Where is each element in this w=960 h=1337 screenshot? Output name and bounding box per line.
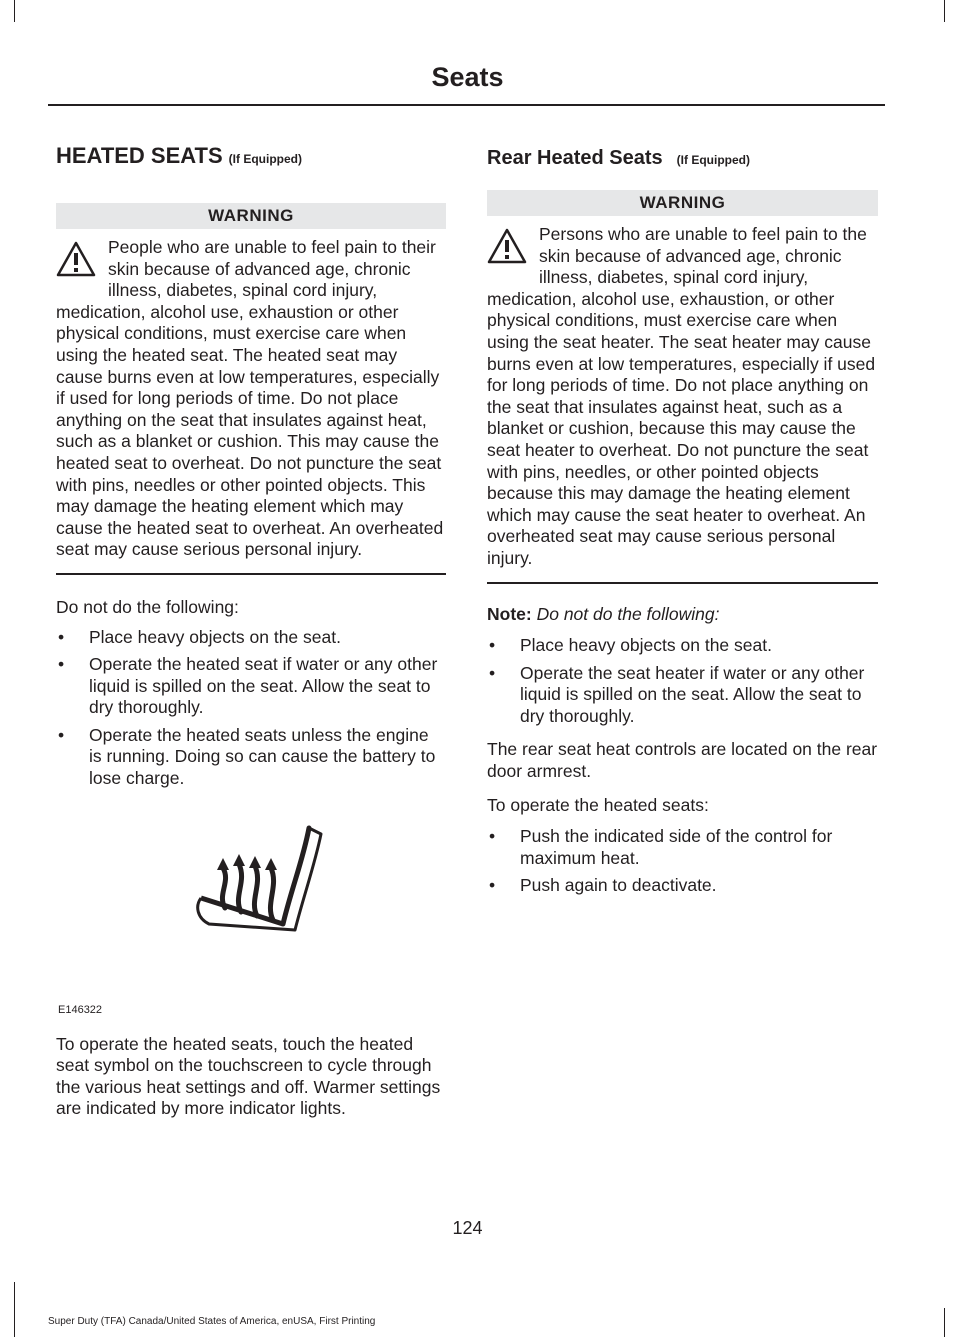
bullet-glyph: • xyxy=(58,724,65,745)
list-item: • Operate the seat heater if water or any other liquid is spilled on the seat. Allow the seat to dry thoroughly. xyxy=(489,662,865,726)
crop-mark xyxy=(944,1308,945,1337)
warning-box xyxy=(487,224,878,570)
warning-triangle-icon xyxy=(487,228,527,264)
intro-text: Do not do the following: xyxy=(56,596,239,617)
list-item: • Operate the heated seats unless the engine is running. Doing so can cause the battery to lose charge. xyxy=(58,724,436,789)
section-title-text: Rear Heated Seats xyxy=(487,147,663,169)
list-item: • Push again to deactivate. xyxy=(489,875,717,896)
section-title-text: HEATED SEATS xyxy=(56,143,223,168)
header-divider xyxy=(48,104,885,106)
location-text: The rear seat heat controls are located on the rear door armrest. xyxy=(487,739,878,782)
warning-triangle-icon xyxy=(56,241,96,277)
note-text: Do not do the following: xyxy=(536,603,720,624)
bullet-glyph: • xyxy=(489,826,496,847)
warning-header: WARNING xyxy=(56,203,446,229)
heated-seat-figure xyxy=(56,820,446,1016)
bullet-glyph: • xyxy=(489,662,496,683)
operate-text: To operate the heated seats, touch the heated seat symbol on the touchscreen to cycle through the various heat settings and off. Warmer settings are indicated by more indicator lights. xyxy=(56,1033,441,1119)
figure-label: E146322 xyxy=(58,1003,103,1016)
if-equipped-label: (If Equipped) xyxy=(228,152,302,166)
warning-box xyxy=(56,237,446,561)
operate-intro: To operate the heated seats: xyxy=(487,794,709,815)
section-title xyxy=(487,142,878,176)
dont-list xyxy=(56,627,446,790)
crop-mark xyxy=(944,0,945,22)
warning-text: Persons who are unable to feel pain to the skin because of advanced age, chronic illness, diabetes, spinal cord injury, medication, alcohol use, exhaustion, or other physical conditions, must exercise care when using the seat heater. The seat heater may cause burns even at low temperatures, especially if used for long periods of time. Do not place anything on the seat that insulates against heat, such as a blanket or cushion, because this may cause the seat heater to overheat. Do not puncture the seat with pins, needles, or other pointed objects because this may damage the heating element which may cause the seat heater to overheat. An overheated seat may cause serious personal injury. xyxy=(487,224,876,568)
crop-mark xyxy=(14,0,15,22)
right-column xyxy=(487,140,878,903)
list-item: • Place heavy objects on the seat. xyxy=(489,635,772,656)
bullet-glyph: • xyxy=(489,635,496,656)
warning-header: WARNING xyxy=(487,190,878,216)
page-header-title: Seats xyxy=(431,62,504,92)
crop-mark xyxy=(14,1282,15,1337)
heated-seat-icon xyxy=(191,820,331,950)
left-column xyxy=(56,140,446,1120)
list-item: • Push the indicated side of the control for maximum heat. xyxy=(489,826,833,868)
operate-list xyxy=(487,826,878,897)
section-title xyxy=(56,140,446,175)
list-item: • Place heavy objects on the seat. xyxy=(58,626,341,647)
dont-list xyxy=(487,635,878,727)
if-equipped-label: (If Equipped) xyxy=(676,153,750,167)
note-label: Note: xyxy=(487,603,532,624)
list-item: • Operate the heated seat if water or any other liquid is spilled on the seat. Allow the seat to dry thoroughly. xyxy=(58,654,438,718)
page-number: 124 xyxy=(452,1218,483,1238)
warning-text: People who are unable to feel pain to their skin because of advanced age, chronic illness, diabetes, spinal cord injury, medication, alcohol use, exhaustion or other physical conditions, must exercise care when using the heated seat. The heated seat may cause burns even at low temperatures, especially if used for long periods of time. Do not place anything on the seat that insulates against heat, such as a blanket or cushion. This may cause the heated seat to overheat. Do not puncture the seat with pins, needles or other pointed objects. This may damage the heating element which may cause the heated seat to overheat. An overheated seat may cause serious personal injury. xyxy=(56,237,444,560)
bullet-glyph: • xyxy=(58,626,65,647)
bullet-glyph: • xyxy=(489,875,496,896)
bullet-glyph: • xyxy=(58,654,65,675)
note xyxy=(487,604,878,626)
footer-text: Super Duty (TFA) Canada/United States of America, enUSA, First Printing xyxy=(48,1316,376,1327)
